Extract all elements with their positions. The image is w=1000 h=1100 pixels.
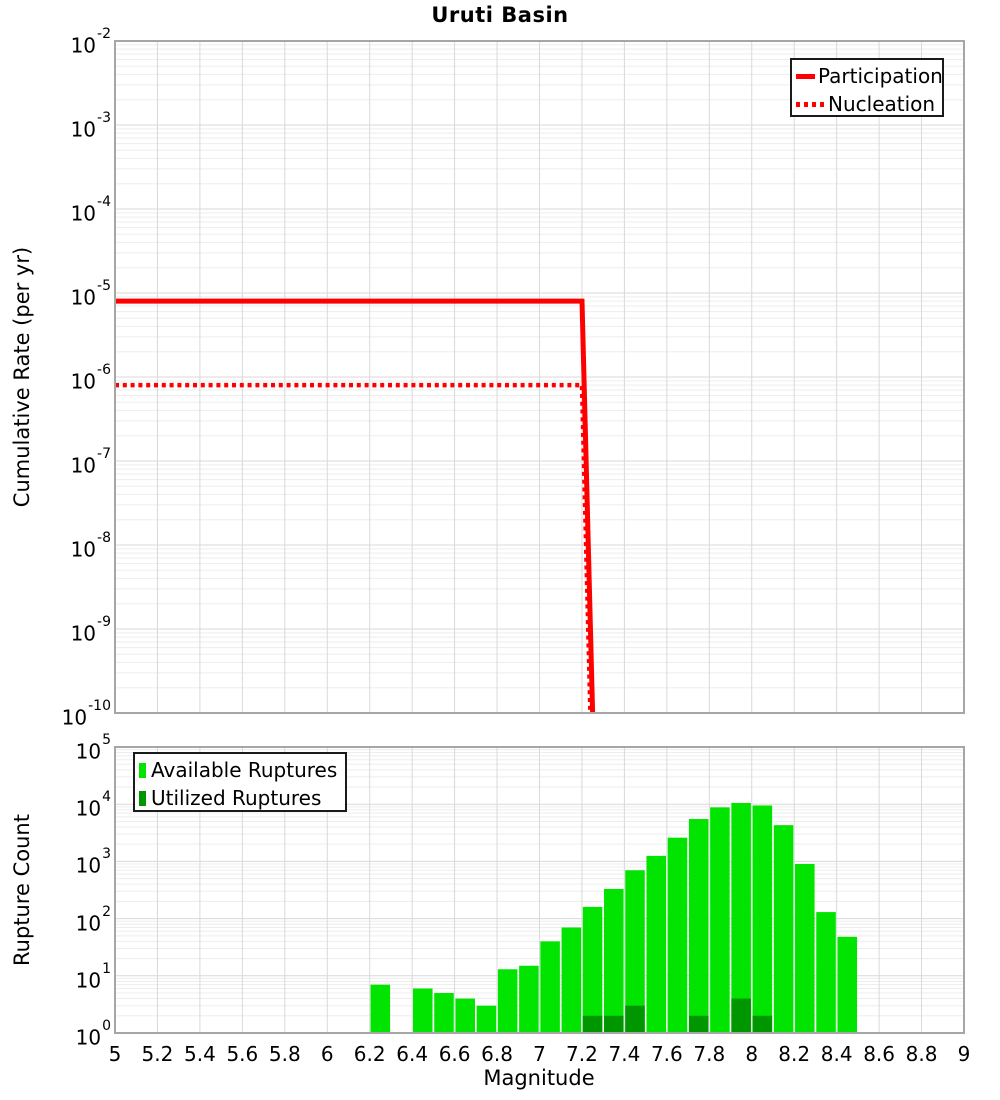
available-ruptures-bars — [371, 803, 857, 1032]
bar — [498, 969, 518, 1032]
x-tick-label: 5.4 — [183, 1042, 216, 1066]
y-tick-label: $10^3$ — [75, 846, 111, 879]
y-tick-label: $10^{-3}$ — [70, 110, 111, 142]
x-tick-label: 8.2 — [778, 1042, 811, 1066]
x-tick-label: 6.8 — [481, 1042, 513, 1066]
legend-bottom-panel — [133, 752, 347, 812]
y-tick-label: $10^5$ — [75, 732, 111, 764]
bar — [816, 912, 836, 1032]
y-tick-label: $10^{-9}$ — [70, 614, 111, 646]
bar — [583, 1016, 603, 1032]
bar — [413, 988, 433, 1032]
participation-line-sample — [796, 74, 815, 79]
x-tick-label: 7.2 — [566, 1042, 598, 1066]
y-tick-label: $10^{-10}$ — [61, 698, 111, 730]
x-tick-label: 5.6 — [226, 1042, 259, 1066]
legend-item-nucleation — [796, 90, 938, 118]
x-tick-label: 7.8 — [693, 1042, 726, 1066]
bar — [689, 1016, 709, 1032]
legend-item-utilized-ruptures — [139, 784, 341, 812]
bar — [540, 941, 560, 1032]
y-tick-label: $10^2$ — [75, 903, 111, 936]
legend-label: Available Ruptures — [151, 758, 338, 782]
bar — [583, 907, 603, 1032]
legend-label: Nucleation — [828, 92, 936, 116]
utilized-ruptures-swatch — [139, 791, 146, 806]
available-ruptures-swatch — [139, 763, 146, 778]
bar — [753, 1016, 773, 1032]
bar — [477, 1006, 497, 1032]
y-tick-label: $10^1$ — [75, 960, 111, 993]
bar — [731, 999, 751, 1032]
bar — [519, 966, 539, 1032]
x-tick-label: 6.6 — [438, 1042, 471, 1066]
x-tick-label: 8.4 — [820, 1042, 853, 1066]
bar — [455, 999, 475, 1032]
x-tick-label: 5.2 — [141, 1042, 174, 1066]
y-tick-label: $10^{-8}$ — [70, 530, 111, 562]
bar — [668, 838, 688, 1032]
x-tick-label: 7.6 — [650, 1042, 683, 1066]
legend-label: Participation — [818, 64, 943, 88]
bar — [837, 937, 857, 1032]
x-tick-label: 5.8 — [268, 1042, 301, 1066]
legend-top-panel — [790, 58, 944, 117]
bar — [625, 1006, 645, 1032]
y-tick-label: $10^{-5}$ — [70, 278, 111, 310]
bar — [774, 825, 794, 1032]
bar — [434, 993, 454, 1032]
y-tick-label: $10^{-6}$ — [70, 362, 111, 394]
panel-grid — [115, 41, 964, 713]
x-tick-label: 5 — [108, 1042, 122, 1066]
bar — [689, 819, 709, 1032]
bar — [562, 927, 582, 1032]
legend-label: Utilized Ruptures — [151, 786, 322, 810]
bar — [604, 889, 624, 1032]
legend-item-participation — [796, 62, 943, 90]
x-tick-label: 7 — [533, 1042, 546, 1066]
bar — [371, 985, 391, 1032]
y-tick-label: $10^{-7}$ — [70, 446, 111, 478]
bar — [710, 807, 730, 1032]
x-axis-label: Magnitude — [483, 1066, 595, 1090]
y-tick-label: $10^{-4}$ — [70, 194, 111, 226]
bar — [795, 864, 815, 1032]
figure: Uruti Basin Cumulative Rate (per yr) Rupture Count Magnitude Participation Nucleation Available Ruptures Utilized Ruptures $10^{-2}$ $10^{-3}$ $10^{-4}$ $10^{-5}$ $10^{-6}$ $10^{-7}$ $10^{-8}$ $10^{-9}$ $10^{-10}$ $10^5$ $10^4$ $10^3$ $10^2$ $10^1$ $10^0$ 5 5.2 5.4 5.6 5.8 6 6.2 6.4 6.6 6.8 7 7.2 7.4 7.6 7.8 8 8.2 8.4 8.6 8.8 9 — [0, 0, 1000, 1100]
participation-line — [115, 301, 593, 713]
x-tick-label: 9 — [957, 1042, 971, 1066]
x-tick-label: 6 — [320, 1042, 334, 1066]
x-tick-label: 6.4 — [396, 1042, 429, 1066]
x-tick-label: 8 — [745, 1042, 759, 1066]
y-tick-label: $10^{-2}$ — [70, 26, 111, 58]
x-tick-label: 8.8 — [905, 1042, 938, 1066]
x-tick-label: 8.6 — [863, 1042, 895, 1066]
bar — [731, 803, 751, 1032]
bar — [753, 805, 773, 1032]
bar — [646, 856, 666, 1032]
x-tick-label: 7.4 — [608, 1042, 641, 1066]
x-tick-label: 6.2 — [353, 1042, 386, 1066]
chart-title: Uruti Basin — [431, 3, 569, 27]
nucleation-line-sample — [796, 102, 824, 107]
y-tick-label: $10^4$ — [75, 789, 111, 821]
bar — [604, 1016, 624, 1032]
legend-item-available-ruptures — [139, 756, 341, 784]
y-tick-label: $10^0$ — [75, 1018, 111, 1050]
